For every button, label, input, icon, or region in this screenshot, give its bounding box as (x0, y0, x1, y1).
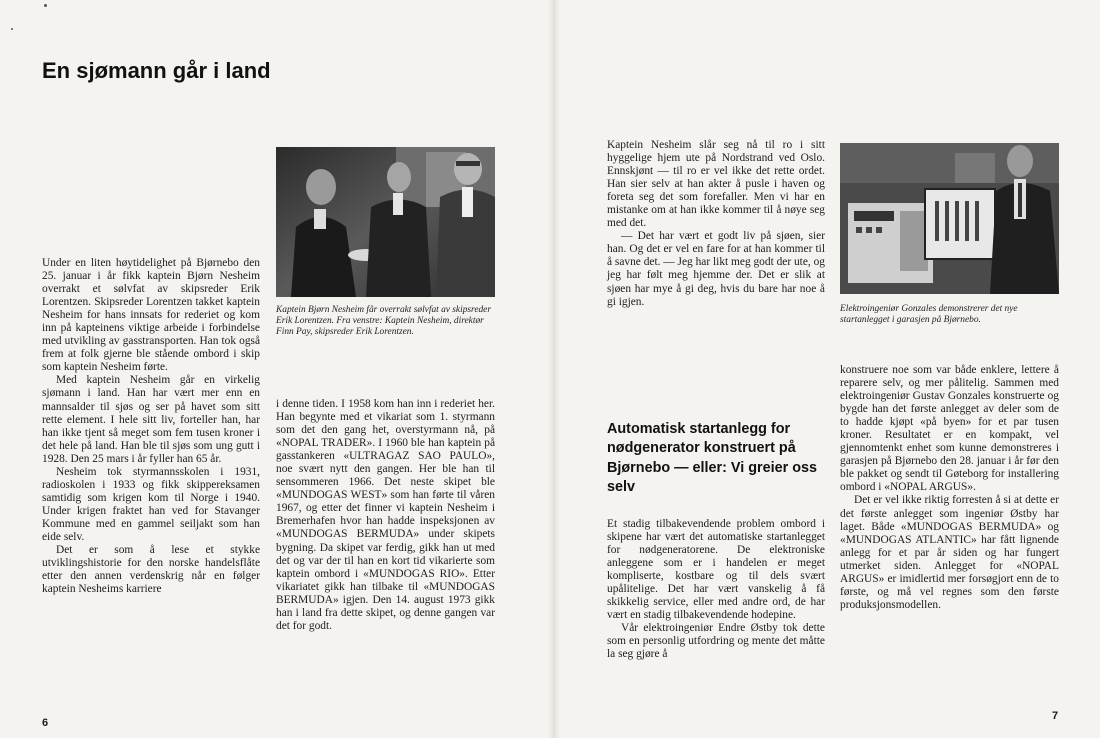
left-page-column-1 (42, 257, 260, 596)
article-title: En sjømann går i land (42, 58, 271, 83)
startanlegg-photo (840, 143, 1059, 294)
paragraph: Vår elektroingeniør Endre Østby tok dette som en personlig utfordring og mente det måtte la seg gjøre å (607, 622, 825, 661)
left-page-column-2 (276, 398, 495, 633)
paragraph: i denne tiden. I 1958 kom han inn i rederiet her. Han begynte med et vikariat som 1. styrmann som det den gang het, overstyrmann nå, på «NOPAL TRADER». I 1960 ble han kaptein på gasstankeren «ULTRAGAZ SAO PAULO», noe svært nytt den gangen. Her ble han til sensommeren 1966. Det neste skipet ble «MUNDOGAS WEST» som han førte til våren 1967, og etter det finner vi kaptein Nesheim i Bremerhafen hvor han hadde inspeksjonen av «MUNDOGAS BERMUDA» under skipets bygning. Da skipet var ferdig, gikk han ut med det og var der til han en kort tid vikarierte som kaptein ombord i «MUNDOGAS RIO». Etter vikariatet gikk han tilbake til «MUNDOGAS BERMUDA» igjen. Den 14. august 1973 gikk han i land fra dette skipet, og denne gangen var det for godt. (276, 398, 495, 632)
startanlegg-photo-caption: Elektroingeniør Gonzales demonstrerer det nye startanlegget i garasjen på Bjørnebo. (840, 304, 1018, 325)
page-number-right: 7 (1052, 710, 1059, 722)
ceremony-photo (276, 147, 495, 297)
page-gutter (548, 0, 560, 738)
paragraph: Et stadig tilbakevendende problem ombord i skipene har vært det automatiske startanlegget for nødgeneratorene. De elektroniske anleggene som er i handelen er meget kompliserte, kostbare og til dels svært upålitelige. Det har vært vanskelig å få skikkelig service, eller med andre ord, de har vært en stadig tilbakevendende hodepine. (607, 518, 825, 622)
right-page-column-1-bottom (607, 518, 825, 662)
paragraph: Det er som å lese et stykke utviklingshistorie for den norske handelsflåte etter den annen verdenskrig når en følger kaptein Nesheims karriere (42, 544, 260, 596)
paragraph: Nesheim tok styrmannsskolen i 1931, radioskolen i 1933 og fikk skippereksamen samtidig som krigen kom til Norge i 1940. Under krigen fraktet han ved for Stavanger Kommune med en gammel seiljakt som han eide selv. (42, 465, 260, 543)
paragraph: Med kaptein Nesheim går en virkelig sjømann i land. Han har vært mer enn en mannsalder til sjøs og ser på havet som sitt rette element. I hele sitt liv, forteller han, har han ikke tjent så meget som fem tusen kroner i det hele på land. Han ble til sjøs som ung gutt i 1928. Den 25 mars i år fyller han 65 år. (42, 374, 260, 465)
paragraph: konstruere noe som var både enklere, lettere å reparere selv, og mer pålitelig. Sammen med elektroingeniør Gustav Gonzales konstruerte og bygde han det første anlegget av deler som de to hadde kjøpt «på byen» for et par tusen kroner. Resultatet er en kompakt, vel gjennomtenkt enhet som kunne demonstreres i garasjen på Bjørnebo den 28. januar i år før den ble pakket og sendt til Gøteborg for installering ombord i «NOPAL ARGUS». (840, 364, 1059, 494)
paragraph: — Det har vært et godt liv på sjøen, sier han. Og det er vel en fare for at han kommer til å savne det. — Jeg har likt meg godt der ute, og jeg har følt meg hjemme der. Det er slik at sjøen har mye å gi deg, hvis du bare har noe å gi igjen. (607, 230, 825, 308)
ceremony-photo-caption: Kaptein Bjørn Nesheim får overrakt sølvfat av skipsreder Erik Lorentzen. Fra venstre: Kaptein Nesheim, direktør Finn Pay, skipsreder Erik Lorentzen. (276, 305, 491, 337)
paragraph: Det er vel ikke riktig forresten å si at dette er det første anlegget som ingeniør Østby har laget. Både «MUNDOGAS BERMUDA» og «MUNDOGAS ATLANTIC» har fått lignende anlegg for et par år siden og har fungert utmerket siden. Anlegget for «NOPAL ARGUS» er imidlertid mer forsøgjort enn de to første, og må vel regnes som den første produksjonsmodellen. (840, 494, 1059, 611)
section-subheading: Automatisk startanlegg for nødgenerator konstruert på Bjørnebo — eller: Vi greier oss selv (607, 421, 818, 496)
dust-speck (44, 4, 47, 7)
paragraph: Kaptein Nesheim slår seg nå til ro i sitt hyggelige hjem ute på Nordstrand ved Oslo. Ennskjønt — til ro er vel ikke det rette ordet. Han sier selv at han akter å pusle i haven og foreta seg det som forefaller. Men vi har en mistanke om at han ikke kommer til å nøye seg med det. (607, 139, 825, 230)
right-page-column-1-top (607, 139, 825, 309)
dust-speck (11, 28, 13, 30)
paragraph: Under en liten høytidelighet på Bjørnebo den 25. januar i år fikk kaptein Bjørn Nesheim overrakt et sølvfat av skipsreder Erik Lorentzen. Skipsreder Lorentzen takket kaptein Nesheim for hans innsats for rederiet og kom inn på kapteinens viktige arbeide i forbindelse med utvikling av gasstransporten. Han tok også frem at folk gjerne ble stående ombord i skip som kaptein Nesheim førte. (42, 257, 260, 374)
right-page-column-2 (840, 364, 1059, 612)
page-number-left: 6 (42, 717, 49, 729)
